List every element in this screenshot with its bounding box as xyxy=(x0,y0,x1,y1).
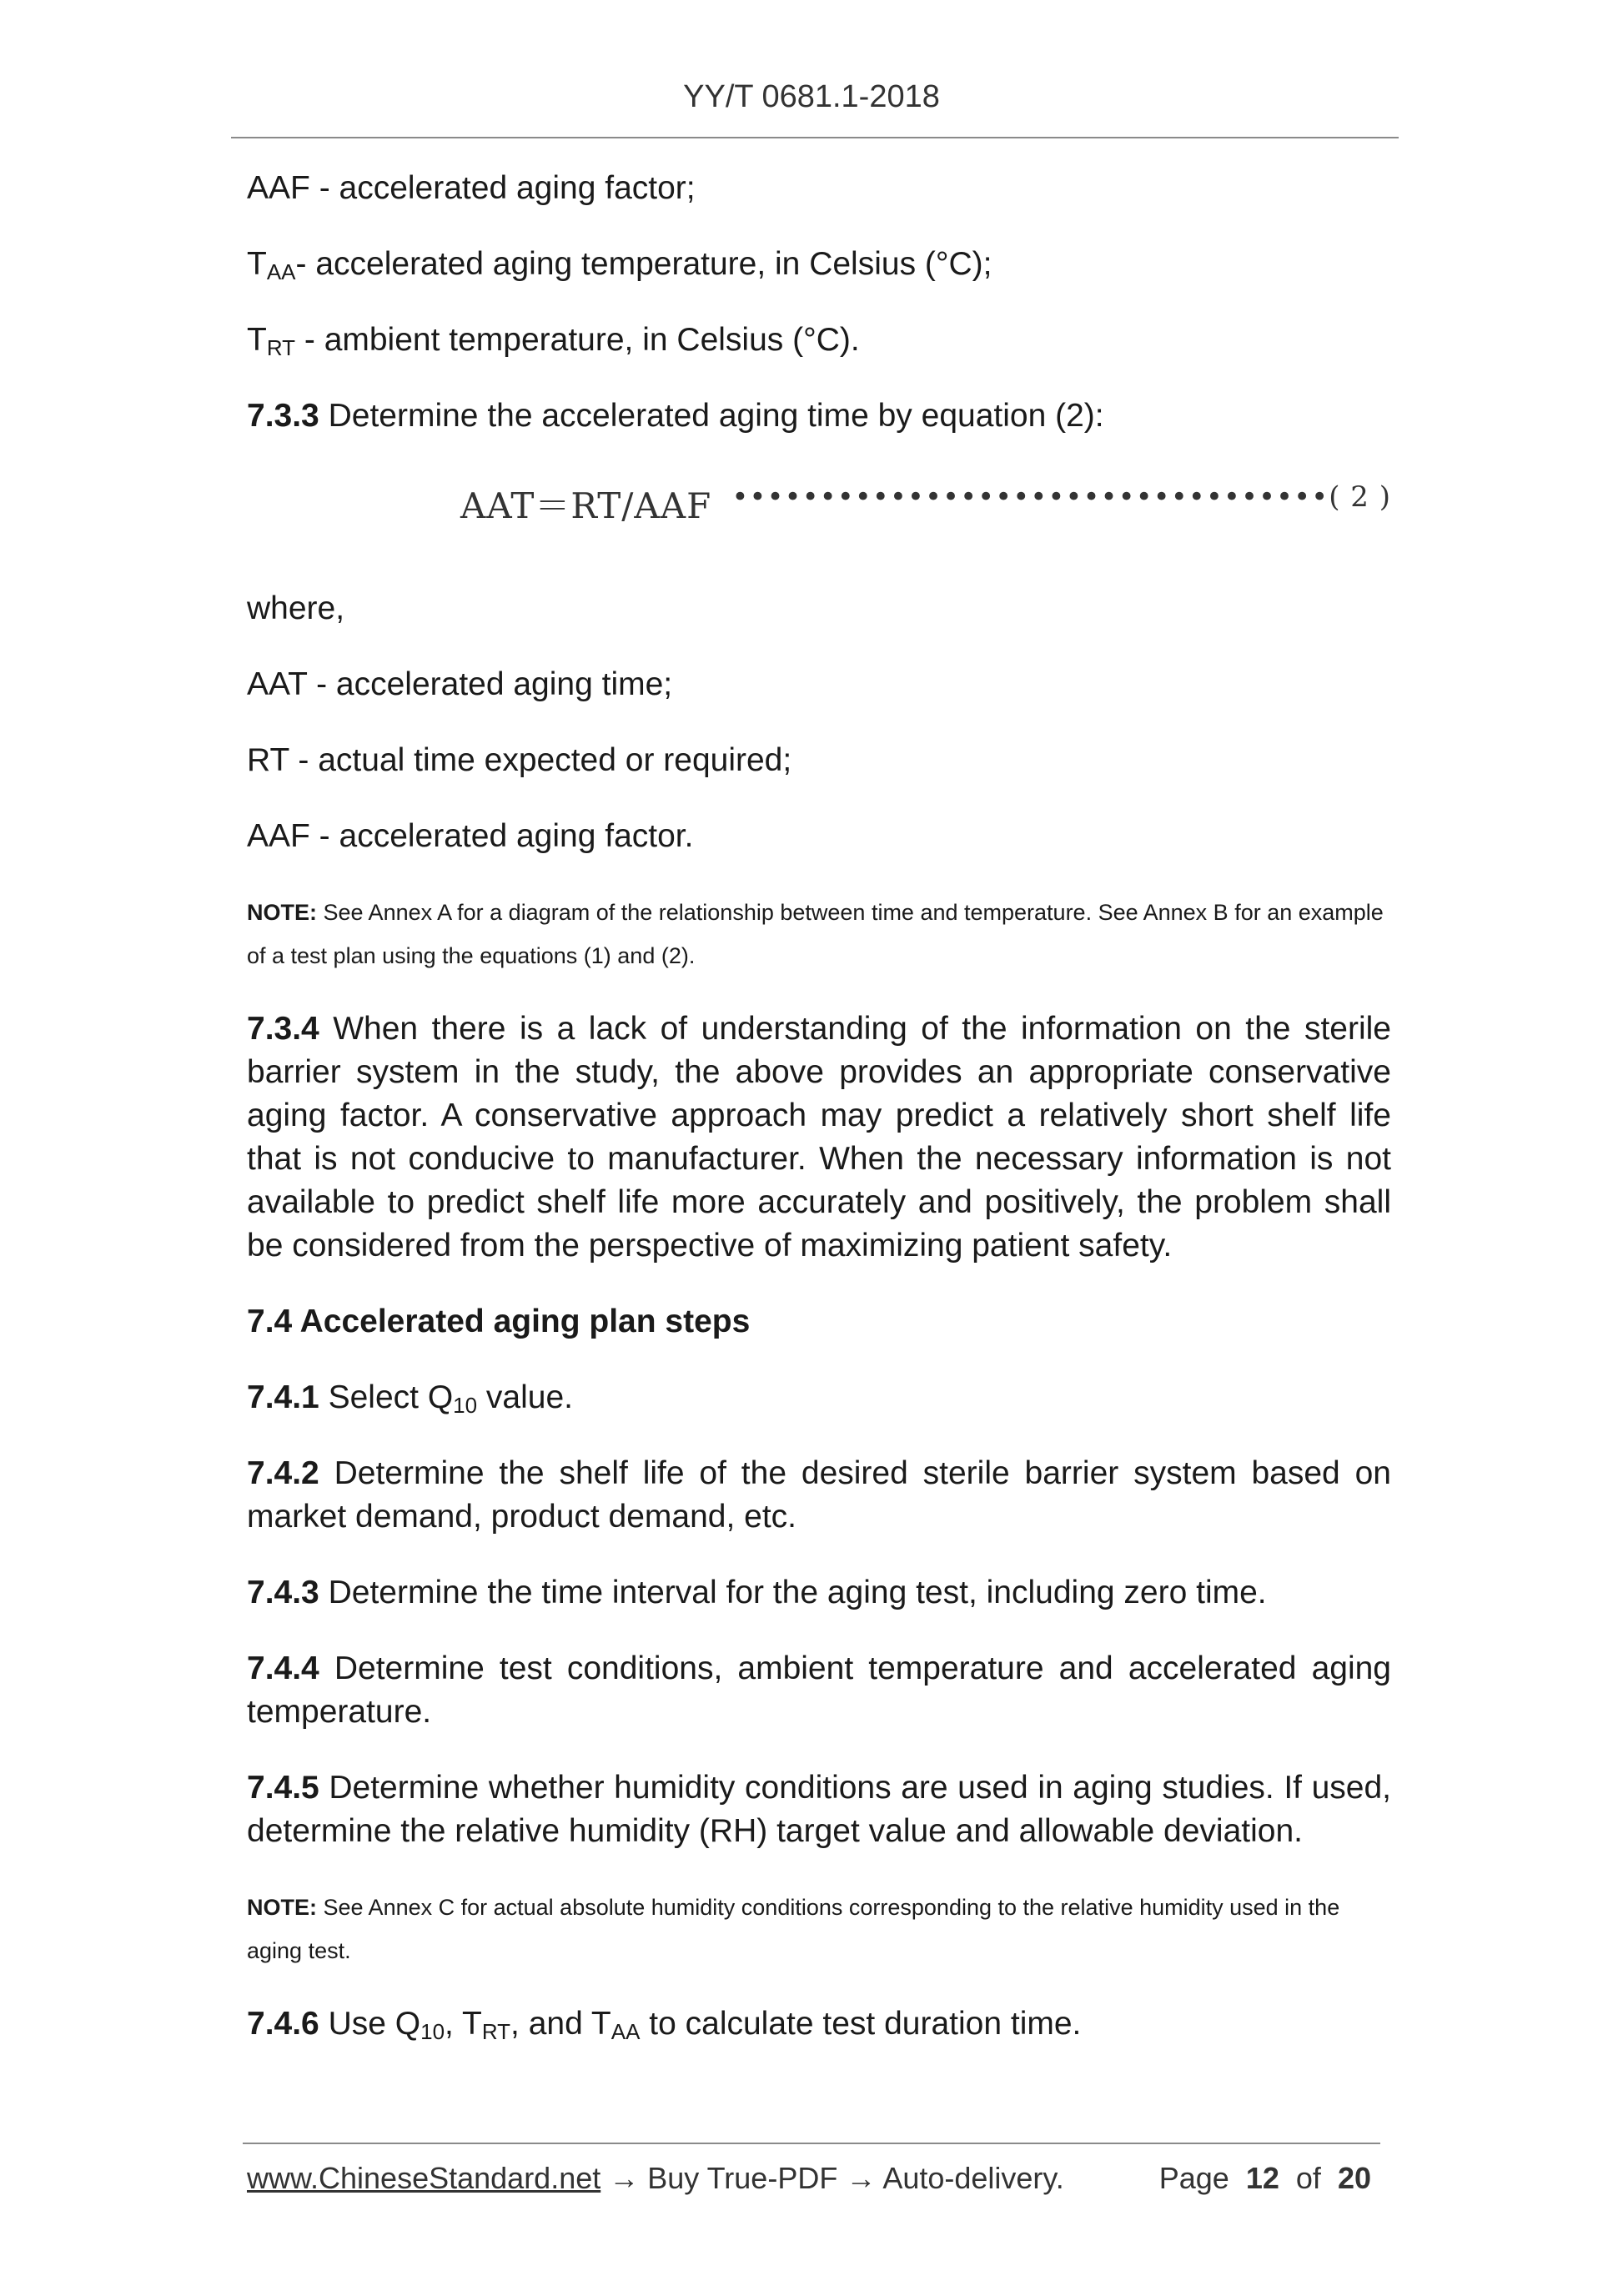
clause-7-3-4: 7.3.4 When there is a lack of understanding of the information on the sterile barrier system in the study, the above provides an appropriate conservative aging factor. A conservative approach may predict a relatively short shelf life that is not conducive to manufacturer. When the necessary information is not available to predict shelf life more accurately and positively, the problem shall be considered from the perspective of maximizing patient safety. xyxy=(247,1011,1391,1264)
document-id: YY/T 0681.1-2018 xyxy=(683,79,940,114)
page-number: Page 12 of 20 xyxy=(1158,2161,1371,2195)
definition-rt: RT - actual time expected or required; xyxy=(247,742,792,778)
definition-aaf: AAF - accelerated aging factor; xyxy=(247,170,696,206)
equation-formula: AAT＝RT/AAF xyxy=(460,485,712,526)
clause-7-3-3: 7.3.3 Determine the accelerated aging time by equation (2): xyxy=(247,398,1104,434)
header-divider xyxy=(231,137,1399,138)
definition-taa: $T_{AA}-$ accelerated aging temperature, in Celsius (°C); xyxy=(247,246,992,284)
website-link[interactable]: www.ChineseStandard.net xyxy=(247,2161,601,2195)
section-heading-7-4: 7.4 Accelerated aging plan steps xyxy=(247,1304,751,1339)
clause-7-4-2: 7.4.2 Determine the shelf life of the desired sterile barrier system based on market demand, product demand, etc. xyxy=(247,1455,1391,1535)
note-annex-c: NOTE: See Annex C for actual absolute humidity conditions corresponding to the relative humidity used in the aging test. xyxy=(247,1895,1340,1963)
definition-trt: $T_{RT}$ - ambient temperature, in Celsius (°C). xyxy=(247,322,860,360)
page-footer xyxy=(247,2161,1381,2203)
equation-2 xyxy=(247,470,1391,554)
clause-7-4-5: 7.4.5 Determine whether humidity conditions are used in aging studies. If used, determine the relative humidity (RH) target value and allowable deviation. xyxy=(247,1770,1391,1849)
footer-promo xyxy=(247,2161,1064,2196)
footer-tagline: → Buy True-PDF → Auto-delivery. xyxy=(600,2161,1064,2195)
equation-number: ••••••••••••••••••••••••••••••••••( 2 ) xyxy=(731,480,1391,514)
footer-divider xyxy=(243,2143,1380,2144)
where-label: where, xyxy=(247,590,345,626)
page-header xyxy=(0,79,1623,115)
clause-7-4-1: 7.4.1 Select $Q_{10}$ value. xyxy=(247,1379,573,1418)
clause-7-4-4: 7.4.4 Determine test conditions, ambient temperature and accelerated aging temperature. xyxy=(247,1650,1391,1730)
note-annex-a-b: NOTE: See Annex A for a diagram of the relationship between time and temperature. See Annex B for an example of a test plan using the equations (1) and (2). xyxy=(247,900,1384,968)
clause-7-4-3: 7.4.3 Determine the time interval for the aging test, including zero time. xyxy=(247,1575,1267,1610)
definition-aat: AAT - accelerated aging time; xyxy=(247,666,673,702)
definition-aaf-2: AAF - accelerated aging factor. xyxy=(247,818,694,854)
clause-7-4-6: 7.4.6 Use $Q_{10}$, $T_{RT}$, and $T_{AA}$ to calculate test duration time. xyxy=(247,2006,1082,2044)
page-content xyxy=(247,167,1391,2078)
